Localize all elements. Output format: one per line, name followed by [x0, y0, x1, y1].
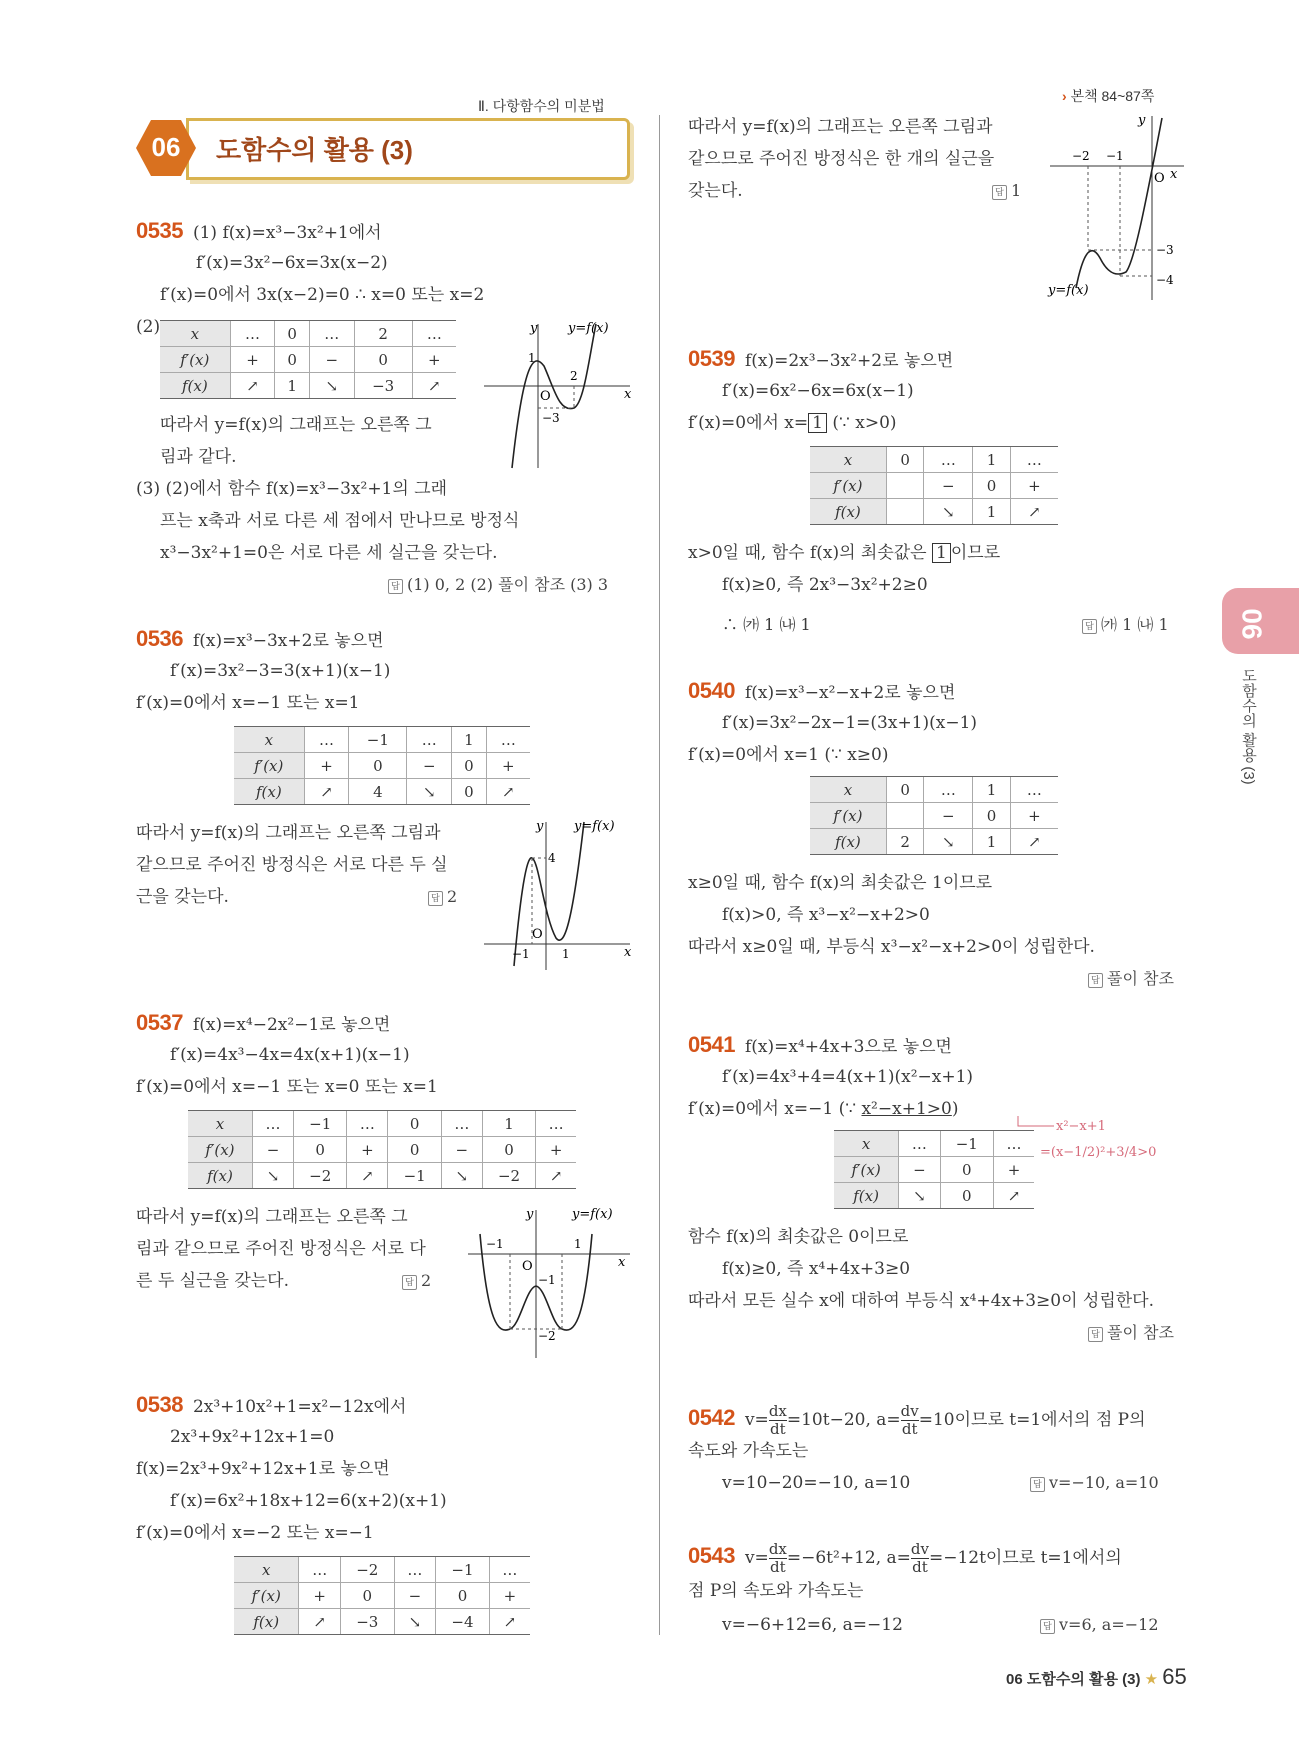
table-cell: …	[230, 321, 275, 347]
table-cell: ↗	[1010, 499, 1058, 525]
problem-0536-line6: 근을 갖는다.	[136, 887, 229, 907]
axis-label-y: y	[526, 1207, 534, 1222]
table-cell: 1	[973, 777, 1011, 803]
row-header: f′(x)	[160, 347, 230, 373]
table-row	[160, 321, 456, 347]
answer-icon: 답	[428, 891, 443, 906]
side-tab: 06	[1222, 588, 1299, 654]
answer-icon: 답	[1082, 619, 1097, 634]
table-cell: 2	[354, 321, 412, 347]
problem-0535-line9: x³−3x²+1=0은 서로 다른 세 실근을 갖는다.	[160, 543, 498, 563]
table-cell: 4	[349, 779, 407, 805]
answer-0542: 답 v=−10, a=10	[1030, 1472, 1159, 1494]
row-header: x	[188, 1111, 252, 1137]
fraction-dv-dt: $\frac{dv}{dt}$	[910, 1540, 929, 1576]
table-row	[234, 753, 530, 779]
tick-label: 1	[528, 351, 536, 365]
problem-0541-line1: 0541 f(x)=x⁴+4x+3으로 놓으면	[688, 1032, 952, 1057]
function-label: y=f(x)	[572, 1207, 613, 1222]
table-row	[188, 1111, 576, 1137]
problem-0536-line1: 0536 f(x)=x³−3x+2로 놓으면	[136, 626, 384, 651]
table-cell: 0	[275, 321, 310, 347]
answer-0537: 답 2	[402, 1270, 431, 1292]
table-cell	[886, 499, 924, 525]
problem-0535-line8: 프는 x축과 서로 다른 세 점에서 만나므로 방정식	[160, 511, 520, 531]
problem-0538-line5: f′(x)=0에서 x=−2 또는 x=−1	[136, 1523, 374, 1543]
table-cell: −1	[294, 1111, 347, 1137]
problem-0538-right2: 같으므로 주어진 방정식은 한 개의 실근을	[688, 149, 995, 169]
answer-blank-1: 1	[808, 413, 827, 433]
answer-icon: 답	[1088, 1327, 1103, 1342]
table-cell: 0	[275, 347, 310, 373]
table-cell: 1	[275, 373, 310, 399]
side-label: 도함수의 활용 (3)	[1240, 668, 1257, 785]
table-cell: −	[441, 1137, 482, 1163]
problem-0538-line1: 0538 2x³+10x²+1=x²−12x에서	[136, 1392, 407, 1417]
table-cell: …	[1010, 777, 1058, 803]
table-cell: ↘	[924, 829, 973, 855]
table-row	[834, 1131, 1034, 1157]
fraction-dx-dt: $\frac{dx}{dt}$	[768, 1402, 787, 1438]
table-cell: ↗	[230, 373, 275, 399]
answer-icon: 답	[992, 185, 1007, 200]
row-header: x	[810, 777, 886, 803]
table-row	[810, 499, 1058, 525]
tick-label: 1	[574, 1237, 582, 1251]
answer-icon: 답	[402, 1275, 417, 1290]
problem-0540-line2: f′(x)=3x²−2x−1=(3x+1)(x−1)	[722, 713, 978, 733]
table-cell: −3	[354, 373, 412, 399]
problem-0541-line6: 따라서 모든 실수 x에 대하여 부등식 x⁴+4x+3≥0이 성립한다.	[688, 1291, 1155, 1311]
table-row	[834, 1183, 1034, 1209]
problem-number: 0538	[136, 1392, 183, 1417]
answer-blank-2: 1	[932, 543, 951, 563]
table-cell: +	[1010, 473, 1058, 499]
table-cell: ↗	[486, 779, 530, 805]
table-cell: +	[1010, 803, 1058, 829]
table-cell: −	[309, 347, 354, 373]
table-cell: 0	[452, 779, 487, 805]
problem-0542-line3: v=10−20=−10, a=10	[722, 1473, 911, 1493]
table-cell: 1	[452, 727, 487, 753]
table-row	[234, 1557, 530, 1583]
problem-0541-line4: 함수 f(x)의 최솟값은 0이므로	[688, 1227, 909, 1247]
tick-label: −1	[1106, 149, 1124, 163]
table-row	[234, 779, 530, 805]
table-cell: ↘	[309, 373, 354, 399]
problem-0535-line7: (3) (2)에서 함수 f(x)=x³−3x²+1의 그래	[136, 479, 448, 499]
problem-number: 0540	[688, 678, 735, 703]
section-title: 도함수의 활용 (3)	[216, 135, 413, 165]
function-label: y=f(x)	[1048, 283, 1089, 298]
problem-number: 0541	[688, 1032, 735, 1057]
answer-0540: 답 풀이 참조	[1088, 968, 1174, 990]
variation-table-0536	[234, 726, 530, 805]
axis-label-x: x	[618, 1255, 626, 1270]
origin-label: O	[532, 927, 543, 942]
row-header: f′(x)	[810, 803, 886, 829]
problem-0535-line5: 따라서 y=f(x)의 그래프는 오른쪽 그	[160, 415, 432, 435]
table-cell: 1	[482, 1111, 535, 1137]
problem-0539-line1: 0539 f(x)=2x³−3x²+2로 놓으면	[688, 346, 954, 371]
table-cell: −1	[436, 1557, 490, 1583]
row-header: x	[234, 1557, 299, 1583]
axis-label-x: x	[624, 387, 632, 402]
graph-0538	[1044, 112, 1188, 302]
table-cell: −2	[340, 1557, 394, 1583]
chapter-label: Ⅱ. 다항함수의 미분법	[478, 98, 605, 114]
table-cell: …	[309, 321, 354, 347]
tick-label: 2	[570, 369, 578, 383]
row-header: f′(x)	[234, 753, 304, 779]
tick-label: −1	[538, 1273, 556, 1287]
tick-label: −4	[1156, 273, 1174, 287]
table-cell: −	[924, 803, 973, 829]
graph-0535	[484, 318, 634, 470]
table-row	[234, 1609, 530, 1635]
variation-table-0537	[188, 1110, 576, 1189]
table-cell: 1	[973, 499, 1011, 525]
problem-number: 0537	[136, 1010, 183, 1035]
problem-0535-line3: f′(x)=0에서 3x(x−2)=0 ∴ x=0 또는 x=2	[160, 285, 485, 305]
table-cell: ↘	[394, 1609, 435, 1635]
row-header: f(x)	[234, 779, 304, 805]
table-cell: +	[412, 347, 456, 373]
table-row	[188, 1137, 576, 1163]
graph-0537	[468, 1204, 634, 1360]
chevron-right-icon: ›	[1062, 88, 1067, 104]
table-cell: …	[252, 1111, 293, 1137]
row-header: f(x)	[834, 1183, 899, 1209]
table-cell: …	[486, 727, 530, 753]
problem-0541-line2: f′(x)=4x³+4=4(x+1)(x²−x+1)	[722, 1067, 974, 1087]
table-cell: −1	[349, 727, 407, 753]
variation-table-0535	[160, 320, 456, 399]
table-cell: ↘	[924, 499, 973, 525]
problem-0535-line6: 림과 같다.	[160, 447, 237, 467]
row-header: f(x)	[234, 1609, 299, 1635]
answer-icon: 답	[388, 579, 403, 594]
answer-0539: 답 ㈎ 1 ㈏ 1	[1082, 614, 1169, 636]
table-cell: ↘	[441, 1163, 482, 1189]
table-cell: …	[304, 727, 349, 753]
footer: 06 도함수의 활용 (3) ★ 65	[1006, 1664, 1187, 1689]
table-row	[234, 727, 530, 753]
problem-0536-line5: 같으므로 주어진 방정식은 서로 다른 두 실	[136, 855, 448, 875]
table-cell: …	[536, 1111, 576, 1137]
table-cell: 0	[388, 1137, 441, 1163]
table-cell: ↗	[304, 779, 349, 805]
table-cell: ↘	[899, 1183, 940, 1209]
table-row	[810, 829, 1058, 855]
problem-0540-line1: 0540 f(x)=x³−x²−x+2로 놓으면	[688, 678, 956, 703]
problem-0543-line2: 점 P의 속도와 가속도는	[688, 1581, 864, 1601]
table-cell: +	[304, 753, 349, 779]
table-cell: 0	[354, 347, 412, 373]
table-cell: +	[299, 1583, 340, 1609]
star-icon: ★	[1144, 1671, 1159, 1688]
table-cell: −	[252, 1137, 293, 1163]
problem-0538-line4: f′(x)=6x²+18x+12=6(x+2)(x+1)	[170, 1491, 447, 1511]
answer-icon: 답	[1040, 1619, 1055, 1634]
table-cell: …	[1010, 447, 1058, 473]
row-header: x	[160, 321, 230, 347]
table-cell: 0	[973, 803, 1011, 829]
answer-0543: 답 v=6, a=−12	[1040, 1614, 1159, 1636]
row-header: f′(x)	[810, 473, 886, 499]
table-cell: …	[489, 1557, 530, 1583]
problem-0535-label2: (2)	[136, 317, 161, 337]
table-cell: …	[924, 777, 973, 803]
column-divider	[659, 115, 660, 1635]
variation-table-0539	[810, 446, 1058, 525]
row-header: f(x)	[810, 499, 886, 525]
origin-label: O	[540, 389, 551, 404]
tick-label: −3	[542, 411, 560, 425]
table-cell: −	[407, 753, 452, 779]
problem-0539-line3: f′(x)=0에서 x= 1 (∵ x>0)	[688, 413, 897, 433]
problem-0537-line4: 따라서 y=f(x)의 그래프는 오른쪽 그	[136, 1207, 408, 1227]
problem-0537-line5: 림과 같으므로 주어진 방정식은 서로 다	[136, 1239, 426, 1259]
problem-number: 0536	[136, 626, 183, 651]
table-row	[234, 1583, 530, 1609]
tick-label: 1	[562, 947, 570, 961]
origin-label: O	[1154, 171, 1165, 186]
table-cell: ↘	[407, 779, 452, 805]
table-cell: …	[407, 727, 452, 753]
function-label: y=f(x)	[574, 819, 615, 834]
problem-0540-line5: f(x)>0, 즉 x³−x²−x+2>0	[722, 905, 930, 925]
table-cell: ↗	[347, 1163, 388, 1189]
axis-label-y: y	[530, 321, 538, 336]
table-cell: +	[230, 347, 275, 373]
problem-0542-line2: 속도와 가속도는	[688, 1441, 809, 1461]
table-cell: +	[536, 1137, 576, 1163]
table-cell: ↗	[994, 1183, 1034, 1209]
problem-0539-line6: ∴ ㈎ 1 ㈏ 1	[722, 615, 811, 634]
table-row	[810, 777, 1058, 803]
table-cell: ↗	[1010, 829, 1058, 855]
table-cell: …	[347, 1111, 388, 1137]
row-header: x	[834, 1131, 899, 1157]
table-row	[810, 447, 1058, 473]
row-header: f(x)	[188, 1163, 252, 1189]
table-cell: …	[924, 447, 973, 473]
table-cell: +	[486, 753, 530, 779]
variation-table-0541	[834, 1130, 1034, 1209]
note-line1: x²−x+1	[1056, 1119, 1106, 1134]
table-row	[160, 347, 456, 373]
problem-0537-line6: 른 두 실근을 갖는다.	[136, 1271, 289, 1291]
table-cell: −1	[940, 1131, 994, 1157]
table-cell: 2	[886, 829, 924, 855]
problem-0539-line2: f′(x)=6x²−6x=6x(x−1)	[722, 381, 914, 401]
answer-0536: 답 2	[428, 886, 457, 908]
problem-number: 0535	[136, 218, 183, 243]
section-number: 06	[151, 132, 181, 162]
table-cell: 0	[452, 753, 487, 779]
table-cell: ↗	[489, 1609, 530, 1635]
table-cell	[886, 473, 924, 499]
problem-0542-line1: 0542 v= $\frac{dx}{dt}$ =10t−20, a= $\frac{dv}{dt}$ =10이므로 t=1에서의 점 P의	[688, 1402, 1146, 1438]
table-cell: +	[994, 1157, 1034, 1183]
axis-label-x: x	[1170, 167, 1178, 182]
problem-0537-line2: f′(x)=4x³−4x=4x(x+1)(x−1)	[170, 1045, 410, 1065]
problem-0539-line4: x>0일 때, 함수 f(x)의 최솟값은 1 이므로	[688, 543, 1001, 563]
table-cell	[886, 803, 924, 829]
tick-label: −2	[1072, 149, 1090, 163]
row-header: x	[234, 727, 304, 753]
table-cell: +	[489, 1583, 530, 1609]
function-label: y=f(x)	[568, 321, 609, 336]
table-cell: −	[924, 473, 973, 499]
axis-label-y: y	[536, 819, 544, 834]
table-cell: −	[394, 1583, 435, 1609]
row-header: x	[810, 447, 886, 473]
table-cell: −2	[482, 1163, 535, 1189]
table-row	[810, 803, 1058, 829]
table-row	[188, 1163, 576, 1189]
table-cell: 0	[349, 753, 407, 779]
table-row	[810, 473, 1058, 499]
problem-number: 0542	[688, 1405, 735, 1430]
problem-0538-line2: 2x³+9x²+12x+1=0	[170, 1427, 335, 1447]
table-cell: 0	[294, 1137, 347, 1163]
table-cell: 0	[388, 1111, 441, 1137]
table-cell: +	[347, 1137, 388, 1163]
table-cell: −4	[436, 1609, 490, 1635]
problem-0541-line5: f(x)≥0, 즉 x⁴+4x+3≥0	[722, 1259, 911, 1279]
problem-0536-line4: 따라서 y=f(x)의 그래프는 오른쪽 그림과	[136, 823, 441, 843]
row-header: f(x)	[810, 829, 886, 855]
table-cell: 0	[973, 473, 1011, 499]
problem-0540-line6: 따라서 x≥0일 때, 부등식 x³−x²−x+2>0이 성립한다.	[688, 937, 1095, 957]
table-cell: −1	[388, 1163, 441, 1189]
problem-0543-line1: 0543 v= $\frac{dx}{dt}$ =−6t²+12, a= $\frac{dv}{dt}$ =−12t이므로 t=1에서의	[688, 1540, 1122, 1576]
problem-0541-line3: f′(x)=0에서 x=−1 (∵ x²−x+1>0)	[688, 1099, 959, 1119]
answer-0535: 답 (1) 0, 2 (2) 풀이 참조 (3) 3	[388, 574, 608, 596]
problem-0536-line3: f′(x)=0에서 x=−1 또는 x=1	[136, 693, 360, 713]
problem-0537-line1: 0537 f(x)=x⁴−2x²−1로 놓으면	[136, 1010, 391, 1035]
table-cell: 0	[886, 447, 924, 473]
note-line2: =(x−1/2)²+3/4>0	[1040, 1145, 1157, 1160]
table-row	[834, 1157, 1034, 1183]
table-cell: …	[394, 1557, 435, 1583]
table-cell: 1	[973, 829, 1011, 855]
problem-0536-line2: f′(x)=3x²−3=3(x+1)(x−1)	[170, 661, 391, 681]
table-cell: ↗	[536, 1163, 576, 1189]
problem-number: 0543	[688, 1543, 735, 1568]
table-cell: 0	[886, 777, 924, 803]
table-cell: −	[899, 1157, 940, 1183]
table-cell: …	[441, 1111, 482, 1137]
tick-label: −1	[486, 1237, 504, 1251]
answer-icon: 답	[1030, 1477, 1045, 1492]
answer-0541: 답 풀이 참조	[1088, 1322, 1174, 1344]
note-pointer	[1016, 1116, 1056, 1130]
axis-label-y: y	[1138, 113, 1146, 128]
table-cell: …	[412, 321, 456, 347]
variation-table-0538	[234, 1556, 530, 1635]
tick-label: −2	[538, 1329, 556, 1343]
table-cell: 0	[340, 1583, 394, 1609]
table-cell: 0	[436, 1583, 490, 1609]
table-cell: …	[994, 1131, 1034, 1157]
table-cell: 0	[940, 1157, 994, 1183]
table-cell: 0	[940, 1183, 994, 1209]
table-cell: 1	[973, 447, 1011, 473]
fraction-dv-dt: $\frac{dv}{dt}$	[900, 1402, 919, 1438]
answer-icon: 답	[1088, 973, 1103, 988]
problem-0537-line3: f′(x)=0에서 x=−1 또는 x=0 또는 x=1	[136, 1077, 438, 1097]
row-header: f′(x)	[234, 1583, 299, 1609]
table-cell: −3	[340, 1609, 394, 1635]
problem-0540-line4: x≥0일 때, 함수 f(x)의 최솟값은 1이므로	[688, 873, 993, 893]
problem-0538-line3: f(x)=2x³+9x²+12x+1로 놓으면	[136, 1459, 390, 1479]
answer-0538: 답 1	[992, 180, 1021, 202]
axis-label-x: x	[624, 945, 632, 960]
table-cell: 0	[482, 1137, 535, 1163]
problem-number: 0539	[688, 346, 735, 371]
problem-0535-line1: 0535 (1) f(x)=x³−3x²+1에서	[136, 218, 382, 243]
fraction-dx-dt: $\frac{dx}{dt}$	[768, 1540, 787, 1576]
problem-0535-line2: f′(x)=3x²−6x=3x(x−2)	[196, 253, 388, 273]
problem-0538-right3: 갖는다.	[688, 181, 743, 201]
table-cell: …	[899, 1131, 940, 1157]
problem-0540-line3: f′(x)=0에서 x=1 (∵ x≥0)	[688, 745, 889, 765]
row-header: f′(x)	[188, 1137, 252, 1163]
table-cell: ↗	[412, 373, 456, 399]
tick-label: −3	[1156, 243, 1174, 257]
table-cell: ↗	[299, 1609, 340, 1635]
section-header	[136, 118, 628, 178]
table-cell: ↘	[252, 1163, 293, 1189]
variation-table-0540	[810, 776, 1058, 855]
tick-label: 4	[548, 851, 556, 865]
table-cell: −2	[294, 1163, 347, 1189]
problem-0538-right1: 따라서 y=f(x)의 그래프는 오른쪽 그림과	[688, 117, 993, 137]
graph-0536	[484, 816, 634, 972]
origin-label: O	[522, 1259, 533, 1274]
row-header: f(x)	[160, 373, 230, 399]
problem-0543-line3: v=−6+12=6, a=−12	[722, 1615, 903, 1635]
table-row	[160, 373, 456, 399]
book-reference: › 본책 84~87쪽	[1062, 88, 1155, 104]
row-header: f′(x)	[834, 1157, 899, 1183]
problem-0539-line5: f(x)≥0, 즉 2x³−3x²+2≥0	[722, 575, 928, 595]
table-cell: …	[299, 1557, 340, 1583]
tick-label: −1	[512, 947, 530, 961]
